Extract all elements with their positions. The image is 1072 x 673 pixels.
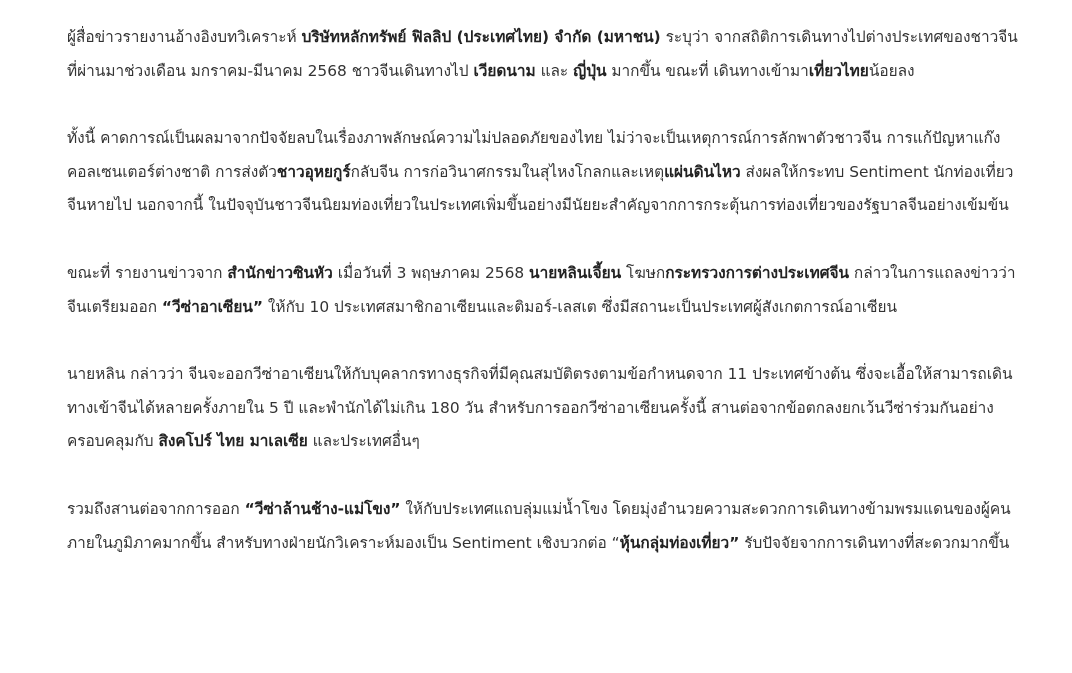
bold-text-segment: หุ้นกลุ่มท่องเที่ยว” xyxy=(619,533,740,552)
text-segment: โฆษก xyxy=(621,263,666,282)
bold-text-segment: สำนักข่าวซินหัว xyxy=(227,263,333,282)
text-segment: น้อยลง xyxy=(868,61,915,80)
paragraph-travel-statistics xyxy=(67,21,1022,88)
text-segment: ทั้งนี้ คาดการณ์เป็นผลมาจากปัจจัยลบในเรื่องภาพลักษณ์ความไม่ปลอดภัยของไทย ไม่ว่าจะเป็นเหตุการณ์การลักพาตัวชาวจีน การแก้ปัญหาแก๊งคอลเซนเตอร์ต่างชาติ การส่งตัว xyxy=(67,129,1001,181)
paragraph-visa-details xyxy=(67,358,1022,459)
bold-text-segment: นายหลินเจี้ยน xyxy=(529,263,622,282)
bold-text-segment: บริษัทหลักทรัพย์ ฟิลลิป (ประเทศไทย) จำกัด (มหาชน) xyxy=(301,28,661,46)
bold-text-segment: “วีซ่าอาเซียน” xyxy=(161,297,264,316)
bold-text-segment: ชาวอุหยกูร์ xyxy=(276,162,351,181)
text-segment: มากขึ้น ขณะที่ เดินทางเข้ามา xyxy=(606,61,809,80)
bold-text-segment: แผ่นดินไหว xyxy=(664,162,741,181)
text-segment: ผู้สื่อข่าวรายงานอ้างอิงบทวิเคราะห์ xyxy=(67,28,302,46)
text-segment: รับปัจจัยจากการเดินทางที่สะดวกมากขึ้น xyxy=(739,533,1010,552)
text-segment: และ xyxy=(535,61,574,80)
text-segment: และประเทศอื่นๆ xyxy=(307,432,420,451)
text-segment: กล่าวในการแถลงข่าวว่า จีนเตรียมออก xyxy=(67,263,1016,316)
text-segment: ระบุว่า จากสถิติการเดินทางไปต่างประเทศของชาวจีนที่ผ่านมาช่วงเดือน มกราคม-มีนาคม 2568 ชาวจีนเดินทางไป xyxy=(67,28,1018,80)
text-segment: นายหลิน กล่าวว่า จีนจะออกวีซ่าอาเซียนให้กับบุคลากรทางธุรกิจที่มีคุณสมบัติตรงตามข้อกำหนดจาก 11 ประเทศข้างต้น ซึ่งจะเอื้อให้สามารถเดินทางเข้าจีนได้หลายครั้งภายใน 5 ปี และพำนักได้ไม่เกิน 180 วัน สำหรับการออกวีซ่าอาเซียนครั้งนี้ สานต่อจากข้อตกลงยกเว้นวีซ่าร่วมกันอย่างครอบคลุมกับ xyxy=(67,365,1013,451)
paragraph-negative-factors xyxy=(67,122,1022,223)
bold-text-segment: เที่ยวไทย xyxy=(808,61,869,80)
paragraph-asean-visa-announcement xyxy=(67,257,1022,324)
text-segment: ให้กับ 10 ประเทศสมาชิกอาเซียนและติมอร์-เลสเต ซึ่งมีสถานะเป็นประเทศผู้สังเกตการณ์อาเซียน xyxy=(263,297,898,316)
text-segment: ให้กับประเทศแถบลุ่มแม่น้ำโขง โดยมุ่งอำนวยความสะดวกการเดินทางข้ามพรมแดนของผู้คนภายในภูมิภาคมากขึ้น สำหรับทางฝ่ายนักวิเคราะห์มองเป็น Sentiment เชิงบวกต่อ “ xyxy=(67,499,1011,552)
text-segment: รวมถึงสานต่อจากการออก xyxy=(67,499,245,518)
text-segment: เมื่อวันที่ 3 พฤษภาคม 2568 xyxy=(332,263,530,282)
paragraph-lancang-mekong-visa xyxy=(67,493,1022,560)
bold-text-segment: เวียดนาม xyxy=(473,61,536,80)
bold-text-segment: “วีซ่าล้านช้าง-แม่โขง” xyxy=(244,499,401,518)
bold-text-segment: ญี่ปุ่น xyxy=(573,61,607,80)
text-segment: ส่งผลให้กระทบ Sentiment นักท่องเที่ยวจีนหายไป นอกจากนี้ ในปัจจุบันชาวจีนนิยมท่องเที่ยวในประเทศเพิ่มขึ้นอย่างมีนัยยะสำคัญจากการกระตุ้นการท่องเที่ยวของรัฐบาลจีนอย่างเข้มข้น xyxy=(67,162,1014,215)
bold-text-segment: กระทรวงการต่างประเทศจีน xyxy=(665,263,850,282)
bold-text-segment: สิงคโปร์ ไทย มาเลเซีย xyxy=(158,432,308,451)
text-segment: ขณะที่ รายงานข่าวจาก xyxy=(67,263,228,282)
text-segment: กลับจีน การก่อวินาศกรรมในสุไหงโกลกและเหตุ xyxy=(350,162,665,181)
